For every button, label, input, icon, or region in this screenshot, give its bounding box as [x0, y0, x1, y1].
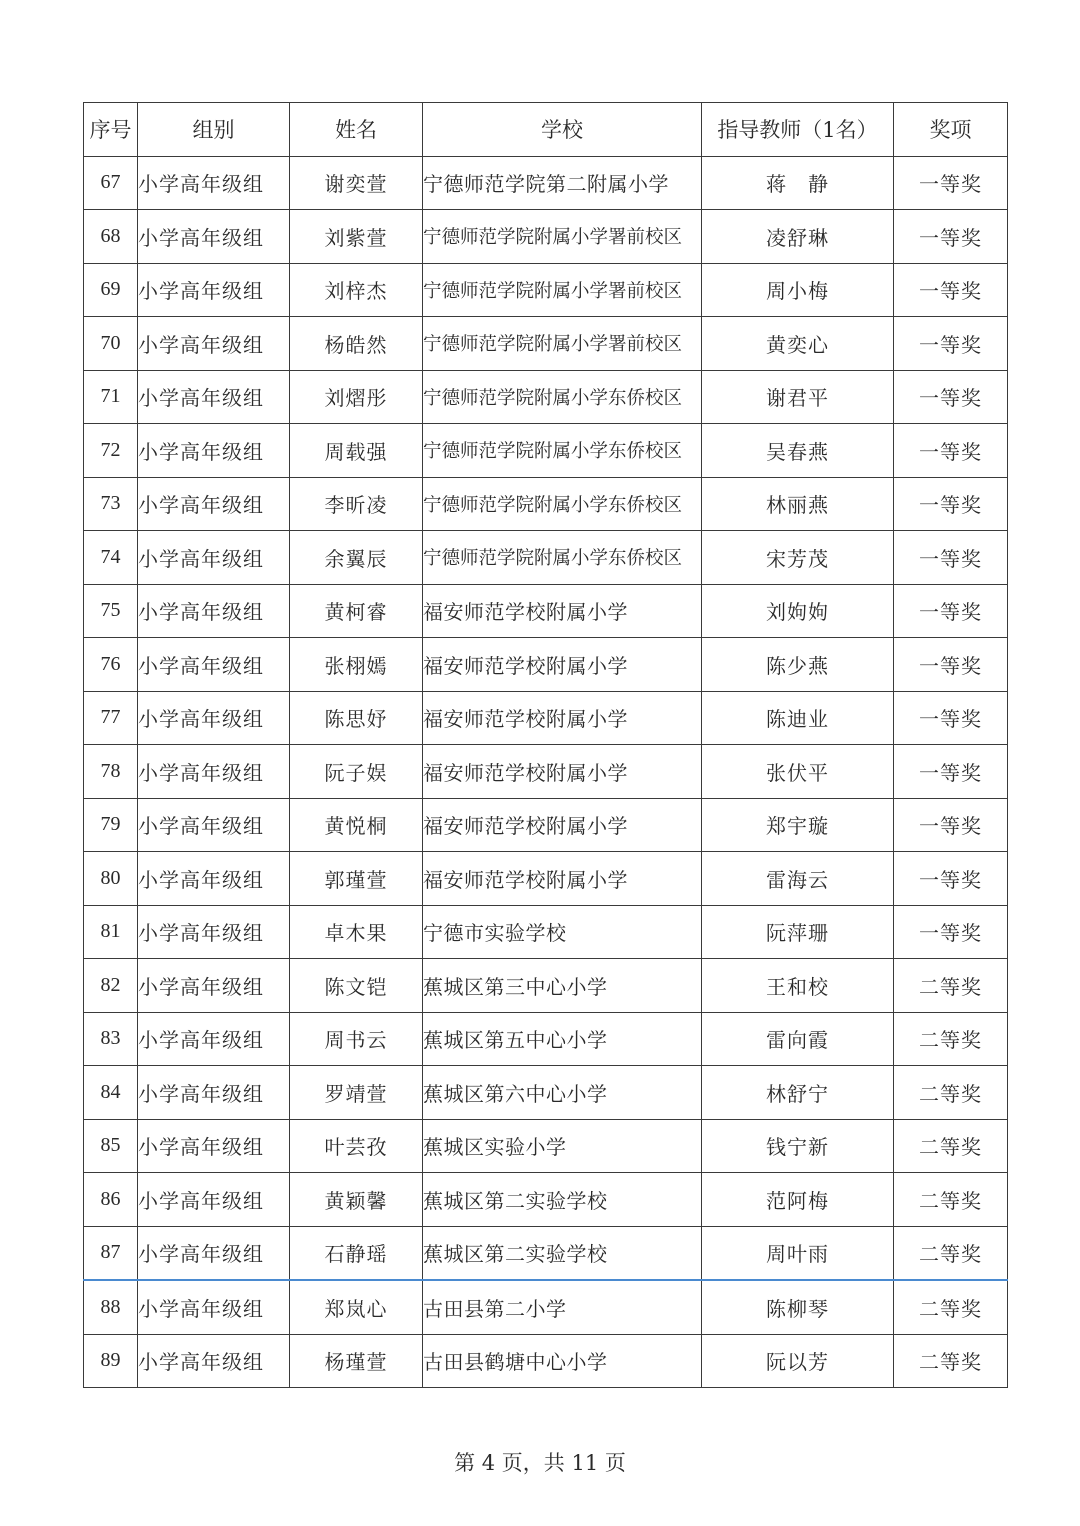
cell-award: 一等奖 [894, 798, 1008, 852]
cell-school: 宁德师范学院附属小学署前校区 [423, 210, 702, 264]
cell-award: 一等奖 [894, 263, 1008, 317]
cell-award: 二等奖 [894, 1334, 1008, 1388]
cell-award: 一等奖 [894, 210, 1008, 264]
header-name: 姓名 [290, 103, 423, 157]
cell-school: 蕉城区第五中心小学 [423, 1012, 702, 1066]
cell-serial: 82 [84, 959, 138, 1013]
cell-group: 小学高年级组 [138, 156, 290, 210]
header-award: 奖项 [894, 103, 1008, 157]
cell-serial: 75 [84, 584, 138, 638]
table-row [84, 1066, 1008, 1120]
award-list-sheet [83, 102, 1007, 1410]
cell-school: 宁德师范学院附属小学东侨校区 [423, 370, 702, 424]
cell-teacher: 宋芳茂 [702, 531, 894, 585]
cell-serial: 68 [84, 210, 138, 264]
cell-teacher: 凌舒琳 [702, 210, 894, 264]
cell-school: 宁德师范学院附属小学东侨校区 [423, 531, 702, 585]
cell-award: 二等奖 [894, 1119, 1008, 1173]
cell-student-name: 张栩嫣 [290, 638, 423, 692]
cell-award: 一等奖 [894, 905, 1008, 959]
table-row [84, 584, 1008, 638]
cell-student-name: 陈思妤 [290, 691, 423, 745]
cell-group: 小学高年级组 [138, 905, 290, 959]
cell-school: 宁德市实验学校 [423, 905, 702, 959]
cell-serial: 83 [84, 1012, 138, 1066]
page-footer [0, 1447, 1080, 1477]
cell-group: 小学高年级组 [138, 745, 290, 799]
cell-student-name: 谢奕萱 [290, 156, 423, 210]
table-row [84, 1119, 1008, 1173]
cell-school: 宁德师范学院第二附属小学 [423, 156, 702, 210]
table-row [84, 156, 1008, 210]
cell-group: 小学高年级组 [138, 1334, 290, 1388]
cell-group: 小学高年级组 [138, 531, 290, 585]
cell-award: 一等奖 [894, 638, 1008, 692]
cell-group: 小学高年级组 [138, 638, 290, 692]
cell-teacher: 林舒宁 [702, 1066, 894, 1120]
cell-group: 小学高年级组 [138, 959, 290, 1013]
cell-group: 小学高年级组 [138, 852, 290, 906]
cell-teacher: 林丽燕 [702, 477, 894, 531]
cell-award: 二等奖 [894, 1173, 1008, 1227]
table-row [84, 370, 1008, 424]
table-row [84, 477, 1008, 531]
cell-school: 福安师范学校附属小学 [423, 852, 702, 906]
cell-teacher: 吴春燕 [702, 424, 894, 478]
award-table-body [84, 156, 1008, 1388]
cell-teacher: 雷海云 [702, 852, 894, 906]
cell-serial: 81 [84, 905, 138, 959]
table-row [84, 745, 1008, 799]
cell-award: 二等奖 [894, 1066, 1008, 1120]
cell-serial: 89 [84, 1334, 138, 1388]
cell-teacher: 蒋 静 [702, 156, 894, 210]
cell-teacher: 刘姁姁 [702, 584, 894, 638]
cell-student-name: 陈文铠 [290, 959, 423, 1013]
cell-group: 小学高年级组 [138, 1119, 290, 1173]
table-row [84, 905, 1008, 959]
header-serial: 序号 [84, 103, 138, 157]
cell-group: 小学高年级组 [138, 798, 290, 852]
cell-student-name: 罗靖萱 [290, 1066, 423, 1120]
cell-school: 福安师范学校附属小学 [423, 745, 702, 799]
cell-group: 小学高年级组 [138, 477, 290, 531]
cell-award: 一等奖 [894, 317, 1008, 371]
cell-student-name: 刘熠彤 [290, 370, 423, 424]
cell-award: 一等奖 [894, 424, 1008, 478]
cell-teacher: 范阿梅 [702, 1173, 894, 1227]
cell-student-name: 卓木果 [290, 905, 423, 959]
cell-serial: 69 [84, 263, 138, 317]
cell-teacher: 阮以芳 [702, 1334, 894, 1388]
table-row [84, 959, 1008, 1013]
cell-school: 宁德师范学院附属小学东侨校区 [423, 424, 702, 478]
cell-teacher: 阮萍珊 [702, 905, 894, 959]
cell-award: 一等奖 [894, 852, 1008, 906]
cell-award: 一等奖 [894, 370, 1008, 424]
cell-teacher: 黄奕心 [702, 317, 894, 371]
cell-serial: 73 [84, 477, 138, 531]
table-row [84, 317, 1008, 371]
cell-serial: 71 [84, 370, 138, 424]
cell-serial: 67 [84, 156, 138, 210]
cell-school: 福安师范学校附属小学 [423, 638, 702, 692]
cell-student-name: 刘紫萱 [290, 210, 423, 264]
cell-serial: 80 [84, 852, 138, 906]
cell-award: 一等奖 [894, 156, 1008, 210]
cell-group: 小学高年级组 [138, 370, 290, 424]
cell-school: 蕉城区第二实验学校 [423, 1173, 702, 1227]
table-row [84, 1280, 1008, 1334]
header-group: 组别 [138, 103, 290, 157]
table-row [84, 263, 1008, 317]
cell-serial: 87 [84, 1226, 138, 1280]
cell-award: 一等奖 [894, 531, 1008, 585]
cell-school: 蕉城区第六中心小学 [423, 1066, 702, 1120]
cell-student-name: 黄颖馨 [290, 1173, 423, 1227]
cell-teacher: 陈柳琴 [702, 1280, 894, 1334]
cell-school: 蕉城区第二实验学校 [423, 1226, 702, 1280]
table-row [84, 1226, 1008, 1280]
cell-school: 蕉城区实验小学 [423, 1119, 702, 1173]
cell-school: 福安师范学校附属小学 [423, 798, 702, 852]
cell-serial: 74 [84, 531, 138, 585]
cell-school: 宁德师范学院附属小学署前校区 [423, 317, 702, 371]
cell-group: 小学高年级组 [138, 1066, 290, 1120]
cell-student-name: 黄悦桐 [290, 798, 423, 852]
cell-serial: 85 [84, 1119, 138, 1173]
table-header-row [84, 103, 1008, 157]
header-teacher: 指导教师（1名） [702, 103, 894, 157]
cell-school: 古田县第二小学 [423, 1280, 702, 1334]
cell-school: 福安师范学校附属小学 [423, 584, 702, 638]
cell-school: 古田县鹤塘中心小学 [423, 1334, 702, 1388]
cell-teacher: 王和校 [702, 959, 894, 1013]
cell-group: 小学高年级组 [138, 1226, 290, 1280]
cell-group: 小学高年级组 [138, 1012, 290, 1066]
cell-student-name: 杨皓然 [290, 317, 423, 371]
cell-teacher: 周叶雨 [702, 1226, 894, 1280]
cell-teacher: 钱宁新 [702, 1119, 894, 1173]
cell-group: 小学高年级组 [138, 1280, 290, 1334]
cell-teacher: 陈迪业 [702, 691, 894, 745]
cell-award: 一等奖 [894, 584, 1008, 638]
table-row [84, 798, 1008, 852]
table-row [84, 638, 1008, 692]
cell-group: 小学高年级组 [138, 263, 290, 317]
cell-award: 二等奖 [894, 1012, 1008, 1066]
cell-student-name: 阮子娱 [290, 745, 423, 799]
cell-award: 二等奖 [894, 959, 1008, 1013]
table-row [84, 531, 1008, 585]
cell-student-name: 李昕凌 [290, 477, 423, 531]
cell-student-name: 余翼辰 [290, 531, 423, 585]
cell-school: 福安师范学校附属小学 [423, 691, 702, 745]
header-school: 学校 [423, 103, 702, 157]
cell-serial: 72 [84, 424, 138, 478]
cell-student-name: 郭瑾萱 [290, 852, 423, 906]
cell-serial: 84 [84, 1066, 138, 1120]
table-row [84, 1173, 1008, 1227]
cell-teacher: 张伏平 [702, 745, 894, 799]
cell-student-name: 叶芸孜 [290, 1119, 423, 1173]
cell-group: 小学高年级组 [138, 691, 290, 745]
cell-student-name: 杨瑾萱 [290, 1334, 423, 1388]
award-table [83, 102, 1008, 1388]
table-row [84, 1012, 1008, 1066]
table-row [84, 852, 1008, 906]
cell-group: 小学高年级组 [138, 317, 290, 371]
cell-serial: 79 [84, 798, 138, 852]
cell-serial: 70 [84, 317, 138, 371]
cell-group: 小学高年级组 [138, 584, 290, 638]
table-row [84, 1334, 1008, 1388]
cell-serial: 77 [84, 691, 138, 745]
cell-teacher: 谢君平 [702, 370, 894, 424]
cell-teacher: 郑宇璇 [702, 798, 894, 852]
cell-serial: 88 [84, 1280, 138, 1334]
cell-serial: 76 [84, 638, 138, 692]
cell-teacher: 陈少燕 [702, 638, 894, 692]
cell-student-name: 刘梓杰 [290, 263, 423, 317]
cell-school: 宁德师范学院附属小学署前校区 [423, 263, 702, 317]
cell-student-name: 周载强 [290, 424, 423, 478]
cell-student-name: 石静瑶 [290, 1226, 423, 1280]
cell-student-name: 郑岚心 [290, 1280, 423, 1334]
cell-teacher: 周小梅 [702, 263, 894, 317]
cell-school: 蕉城区第三中心小学 [423, 959, 702, 1013]
cell-student-name: 周书云 [290, 1012, 423, 1066]
cell-student-name: 黄柯睿 [290, 584, 423, 638]
table-row [84, 210, 1008, 264]
cell-group: 小学高年级组 [138, 210, 290, 264]
table-row [84, 691, 1008, 745]
cell-serial: 78 [84, 745, 138, 799]
cell-award: 一等奖 [894, 691, 1008, 745]
cell-group: 小学高年级组 [138, 424, 290, 478]
cell-serial: 86 [84, 1173, 138, 1227]
cell-school: 宁德师范学院附属小学东侨校区 [423, 477, 702, 531]
cell-award: 二等奖 [894, 1226, 1008, 1280]
table-row [84, 424, 1008, 478]
cell-group: 小学高年级组 [138, 1173, 290, 1227]
page-number-label: 第 4 页，共 11 页 [454, 1451, 626, 1475]
cell-award: 一等奖 [894, 477, 1008, 531]
cell-award: 一等奖 [894, 745, 1008, 799]
cell-teacher: 雷向霞 [702, 1012, 894, 1066]
cell-award: 二等奖 [894, 1280, 1008, 1334]
